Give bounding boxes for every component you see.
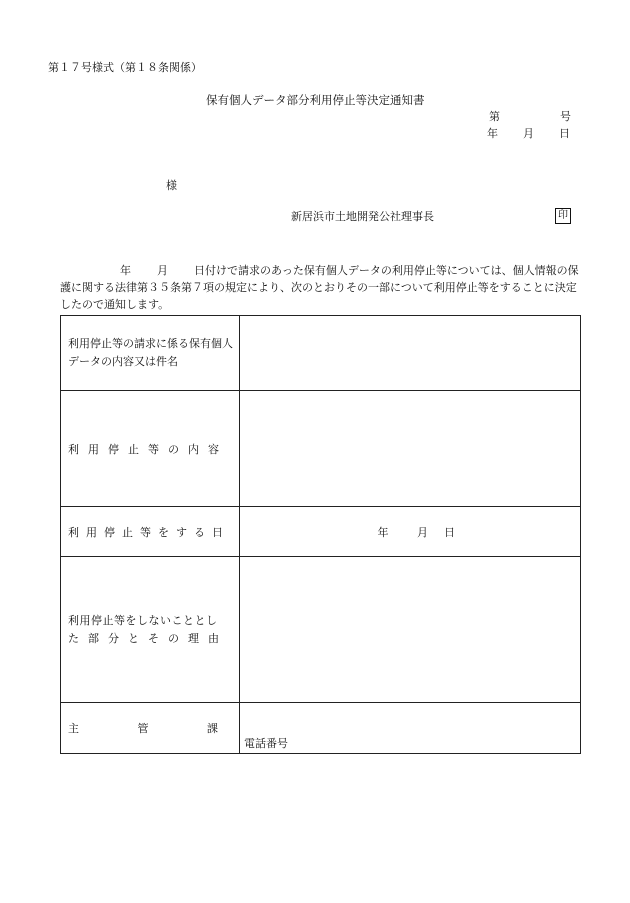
department-label-char-3: 課 xyxy=(207,722,218,735)
notice-body xyxy=(60,262,584,313)
subject-value-cell[interactable] xyxy=(240,316,581,391)
form-number: 第１７号様式（第１８条関係） xyxy=(48,61,202,74)
row-label-reason xyxy=(61,557,240,703)
document-number-suffix: 号 xyxy=(560,110,571,123)
department-label xyxy=(68,720,218,736)
sender-name: 新居浜市土地開発公社理事長 xyxy=(291,210,434,223)
content-value-cell[interactable] xyxy=(240,391,581,507)
phone-number-label: 電話番号 xyxy=(244,737,288,750)
table-row xyxy=(61,557,581,703)
row-label-date-text: 利用停止等をする日 xyxy=(68,525,230,539)
table-row xyxy=(61,391,581,507)
decision-table xyxy=(60,315,581,754)
document-title: 保有個人データ部分利用停止等決定通知書 xyxy=(206,93,425,107)
addressee-honorific: 様 xyxy=(166,179,177,192)
table-row xyxy=(61,316,581,391)
row-label-content-text: 利用停止等の内容 xyxy=(68,442,228,456)
issue-date-year: 年 xyxy=(487,127,498,140)
row-label-department xyxy=(61,703,240,754)
row-label-date xyxy=(61,507,240,557)
body-text: 日付けで請求のあった保有個人データの利用停止等については、個人情報の保護に関する法律第３５条第７項の規定により、次のとおりその一部について利用停止等をすることに決定したので通知します。 xyxy=(60,264,579,311)
body-month: 月 xyxy=(157,264,168,277)
department-label-char-2: 管 xyxy=(137,722,149,735)
table-row xyxy=(61,507,581,557)
seal-mark: 印 xyxy=(555,208,571,224)
issue-date-day: 日 xyxy=(559,127,570,140)
department-label-char-1: 主 xyxy=(68,722,79,735)
row-label-reason-line2: た部分とその理由 xyxy=(68,631,228,645)
document-number-prefix: 第 xyxy=(489,110,500,123)
row-label-subject: 利用停止等の請求に係る保有個人データの内容又は件名 xyxy=(61,316,240,391)
stop-date-cell[interactable] xyxy=(240,507,581,557)
reason-value-cell[interactable] xyxy=(240,557,581,703)
issue-date xyxy=(487,128,570,139)
row-label-reason-line1: 利用停止等をしないこととし xyxy=(68,613,218,627)
stop-date-day: 日 xyxy=(444,525,455,539)
department-value-cell[interactable] xyxy=(240,703,581,754)
stop-date-month: 月 xyxy=(417,525,428,539)
body-year: 年 xyxy=(120,264,131,277)
stop-date-year: 年 xyxy=(377,525,389,539)
table-row xyxy=(61,703,581,754)
row-label-content xyxy=(61,391,240,507)
issue-date-month: 月 xyxy=(523,127,534,140)
